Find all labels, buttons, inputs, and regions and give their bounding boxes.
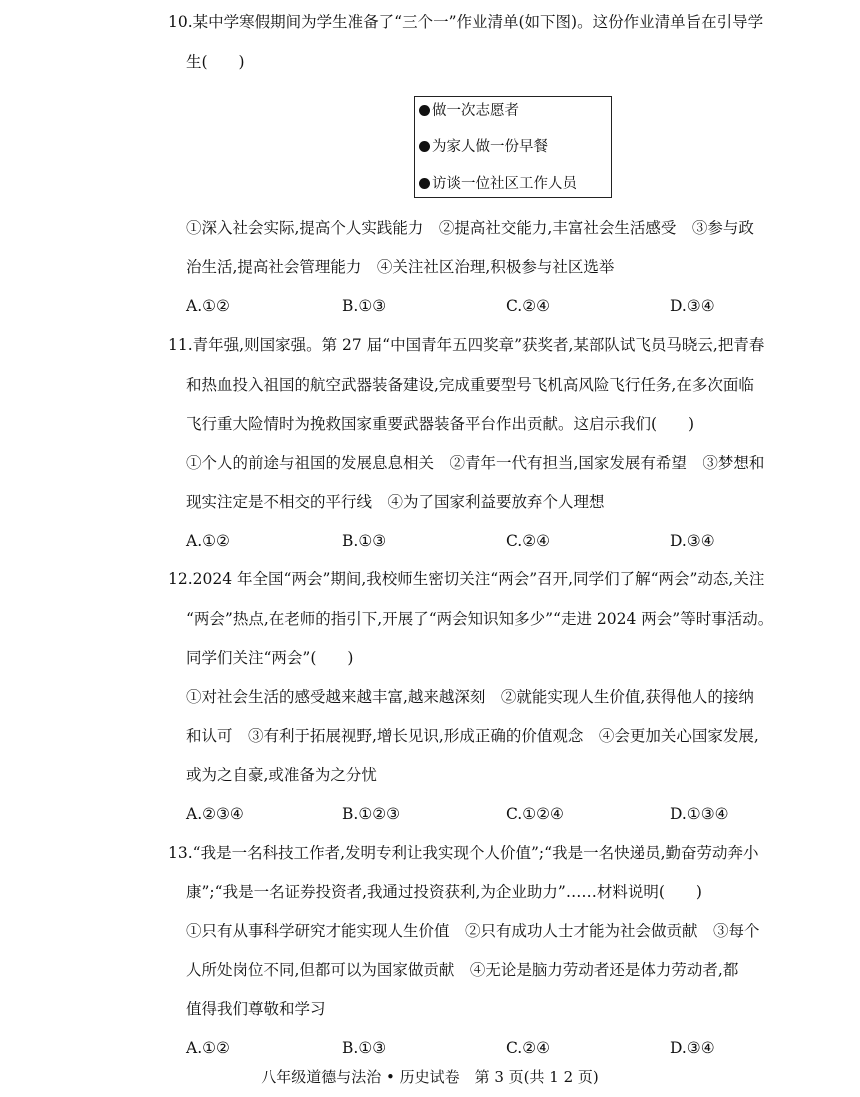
statement-line: 和认可 ③有利于拓展视野,增长见识,形成正确的价值观念 ④会更加关心国家发展, — [186, 727, 759, 745]
option-b[interactable]: B.①③ — [342, 1039, 387, 1057]
option-c[interactable]: C.②④ — [506, 1039, 551, 1057]
question-stem-line: 同学们关注“两会”( ) — [186, 649, 354, 667]
question-stem-line: 12.2024 年全国“两会”期间,我校师生密切关注“两会”召开,同学们了解“两会”动态,关注 — [168, 570, 765, 588]
question-stem-line: “两会”热点,在老师的指引下,开展了“两会知识知多少”“走进 2024 两会”等时事活动。 — [186, 610, 774, 628]
statement-line: 现实注定是不相交的平行线 ④为了国家利益要放弃个人理想 — [186, 493, 605, 511]
option-a[interactable]: A.①② — [186, 532, 230, 550]
statement-line: 人所处岗位不同,但都可以为国家做贡献 ④无论是脑力劳动者还是体力劳动者,都 — [186, 961, 739, 979]
checklist-item: 做一次志愿者 — [419, 102, 519, 120]
option-a[interactable]: A.①② — [186, 1039, 230, 1057]
option-d[interactable]: D.①③④ — [670, 805, 729, 823]
option-a[interactable]: A.①② — [186, 297, 230, 315]
option-b[interactable]: B.①②③ — [342, 805, 401, 823]
question-stem-line: 和热血投入祖国的航空武器装备建设,完成重要型号飞机高风险飞行任务,在多次面临 — [186, 376, 754, 394]
page-footer: 八年级道德与法治 • 历史试卷 第 3 页(共 1 2 页) — [261, 1068, 599, 1086]
option-c[interactable]: C.①②④ — [506, 805, 564, 823]
option-c[interactable]: C.②④ — [506, 532, 551, 550]
question-stem-line: 13.“我是一名科技工作者,发明专利让我实现个人价值”;“我是一名快递员,勤奋劳动奔小 — [168, 844, 759, 862]
checklist-item: 访谈一位社区工作人员 — [419, 175, 577, 193]
question-stem-line: 10.某中学寒假期间为学生准备了“三个一”作业清单(如下图)。这份作业清单旨在引导学 — [168, 13, 764, 31]
statement-line: 值得我们尊敬和学习 — [186, 1000, 326, 1018]
question-stem-line: 11.青年强,则国家强。第 27 届“中国青年五四奖章”获奖者,某部队试飞员马晓云,把青春 — [168, 336, 765, 354]
statement-line: ①个人的前途与祖国的发展息息相关 ②青年一代有担当,国家发展有希望 ③梦想和 — [186, 454, 765, 472]
bullet-dot-icon — [419, 105, 430, 116]
option-c[interactable]: C.②④ — [506, 297, 551, 315]
question-stem-line: 康”;“我是一名证券投资者,我通过投资获利,为企业助力”……材料说明( ) — [186, 883, 702, 901]
option-d[interactable]: D.③④ — [670, 297, 715, 315]
checklist-item: 为家人做一份早餐 — [419, 138, 548, 156]
option-d[interactable]: D.③④ — [670, 1039, 715, 1057]
question-stem-line: 飞行重大险情时为挽救国家重要武器装备平台作出贡献。这启示我们( ) — [186, 415, 695, 433]
bullet-dot-icon — [419, 141, 430, 152]
option-d[interactable]: D.③④ — [670, 532, 715, 550]
option-b[interactable]: B.①③ — [342, 532, 387, 550]
bullet-dot-icon — [419, 178, 430, 189]
option-b[interactable]: B.①③ — [342, 297, 387, 315]
statement-line: 治生活,提高社会管理能力 ④关注社区治理,积极参与社区选举 — [186, 258, 615, 276]
statement-line: 或为之自豪,或准备为之分忧 — [186, 766, 377, 784]
question-stem-line: 生( ) — [186, 53, 245, 71]
homework-checklist-box — [414, 96, 612, 198]
statement-line: ①深入社会实际,提高个人实践能力 ②提高社交能力,丰富社会生活感受 ③参与政 — [186, 219, 754, 237]
statement-line: ①对社会生活的感受越来越丰富,越来越深刻 ②就能实现人生价值,获得他人的接纳 — [186, 688, 754, 706]
statement-line: ①只有从事科学研究才能实现人生价值 ②只有成功人士才能为社会做贡献 ③每个 — [186, 922, 760, 940]
option-a[interactable]: A.②③④ — [186, 805, 244, 823]
